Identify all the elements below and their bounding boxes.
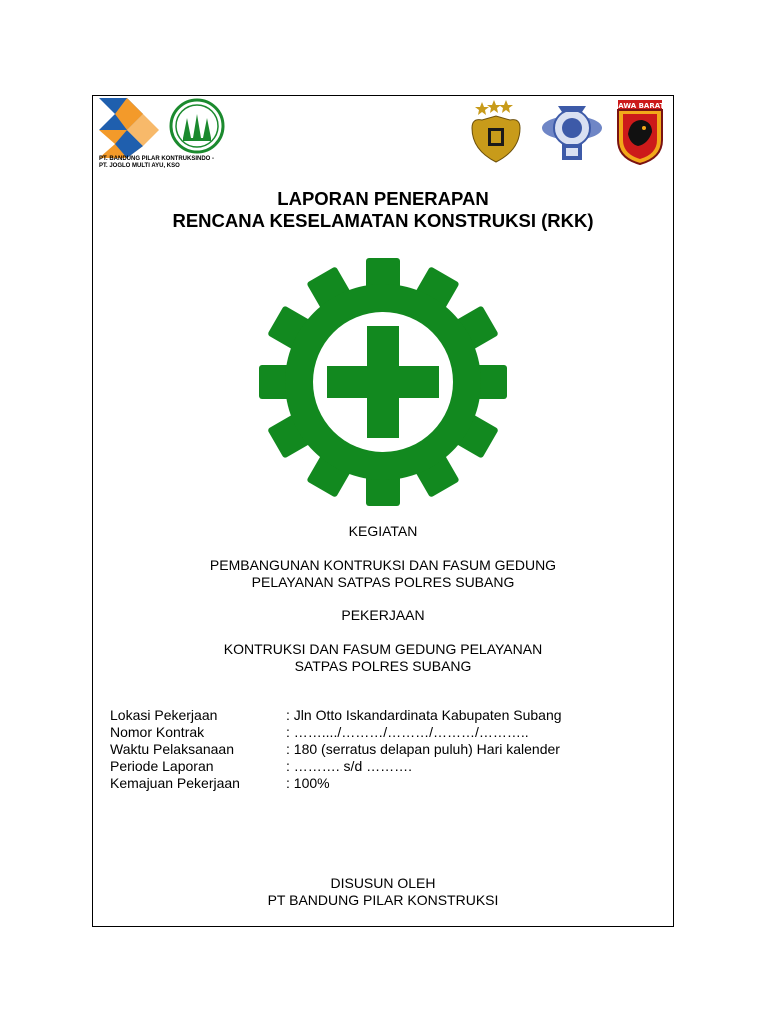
jawa-barat-emblem-icon xyxy=(615,100,665,164)
pekerjaan-line-1: KONTRUKSI DAN FASUM GEDUNG PELAYANAN xyxy=(223,641,543,657)
info-value: : 100% xyxy=(286,775,330,791)
kegiatan-line-2: PELAYANAN SATPAS POLRES SUBANG xyxy=(251,574,515,590)
info-value: : ………. s/d ………. xyxy=(286,758,413,774)
info-label: Kemajuan Pekerjaan xyxy=(110,775,240,791)
info-value: : ……..../………/………/………/……….. xyxy=(286,724,529,740)
info-row xyxy=(110,741,562,758)
polri-emblem-icon xyxy=(472,100,520,162)
info-row xyxy=(110,775,562,792)
info-value: : 180 (serratus delapan puluh) Hari kalender xyxy=(286,741,560,757)
document-title-line-2: RENCANA KESELAMATAN KONSTRUKSI (RKK) xyxy=(172,210,594,231)
lantas-emblem-icon xyxy=(542,106,602,160)
company-name-line-1: PT. BANDUNG PILAR KONTRUKSINDO - xyxy=(99,156,214,162)
prepared-by-company: PT BANDUNG PILAR KONSTRUKSI xyxy=(267,892,499,908)
info-label: Nomor Kontrak xyxy=(110,724,205,740)
prepared-by-heading: DISUSUN OLEH xyxy=(330,875,436,891)
company-name-line-2: PT. JOGLO MULTI AYU, KSO xyxy=(99,163,180,169)
company-logos xyxy=(97,96,227,172)
pekerjaan-line-2: SATPAS POLRES SUBANG xyxy=(294,658,472,674)
info-label: Waktu Pelaksanaan xyxy=(110,741,234,757)
document-title-line-1: LAPORAN PENERAPAN xyxy=(277,188,489,209)
info-row xyxy=(110,707,562,724)
info-label: Lokasi Pekerjaan xyxy=(110,707,218,723)
kegiatan-line-1: PEMBANGUNAN KONTRUKSI DAN FASUM GEDUNG xyxy=(209,557,557,573)
institution-emblems xyxy=(468,98,668,166)
emblems-group xyxy=(468,98,668,166)
kegiatan-heading: KEGIATAN xyxy=(348,523,418,539)
pekerjaan-heading: PEKERJAAN xyxy=(341,607,425,623)
info-value: : Jln Otto Iskandardinata Kabupaten Subang xyxy=(286,707,562,723)
project-info-list xyxy=(110,707,562,792)
kso-logo-icon xyxy=(169,98,225,154)
jawa-barat-label: JAWA BARAT xyxy=(615,102,665,110)
info-row xyxy=(110,758,562,775)
k3-safety-gear-icon xyxy=(250,258,516,506)
info-row xyxy=(110,724,562,741)
info-label: Periode Laporan xyxy=(110,758,214,774)
